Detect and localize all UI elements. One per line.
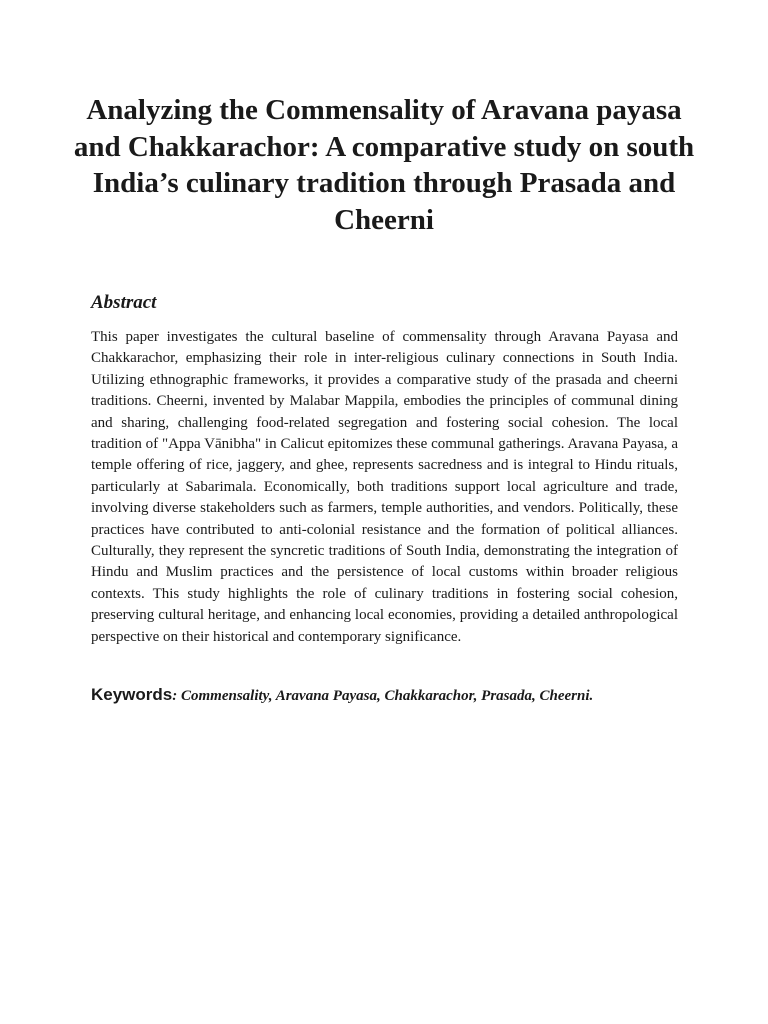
abstract-text: This paper investigates the cultural baseline of commensality through Aravana Payasa and Chakkarachor, emphasizing their role in inter-religious culinary connections in South India. Utilizing ethnographic frameworks, it provides a comparative study of the prasada and cheerni traditions. Cheerni, invented by Malabar Mappila, embodies the principles of communal dining and sharing, challenging food-related segregation and fostering social cohesion. The local tradition of "Appa Vānibha" in Calicut epitomizes these communal gatherings. Aravana Payasa, a temple offering of rice, jaggery, and ghee, represents sacredness and is integral to Hindu rituals, particularly at Sabarimala. Economically, both traditions support local agriculture and trade, involving diverse stakeholders such as farmers, temple authorities, and vendors. Politically, these practices have contributed to anti-colonial resistance and the formation of political alliances. Culturally, they represent the syncretic traditions of South India, demonstrating the integration of Hindu and Muslim practices and the persistence of local customs within broader religious contexts. This study highlights the role of culinary traditions in fostering social cohesion, preserving cultural heritage, and enhancing local economies, providing a detailed anthropological perspective on their historical and contemporary significance. [91, 329, 678, 645]
keywords-list: : Commensality, Aravana Payasa, Chakkarachor, Prasada, Cheerni. [172, 688, 594, 704]
abstract-heading: Abstract [91, 292, 157, 313]
paper-title: Analyzing the Commensality of Aravana payasa and Chakkarachor: A comparative study on south India’s culinary tradition through Prasada and Cheerni [73, 94, 695, 236]
keywords-label: Keywords [91, 685, 173, 704]
keywords-line [91, 683, 691, 708]
